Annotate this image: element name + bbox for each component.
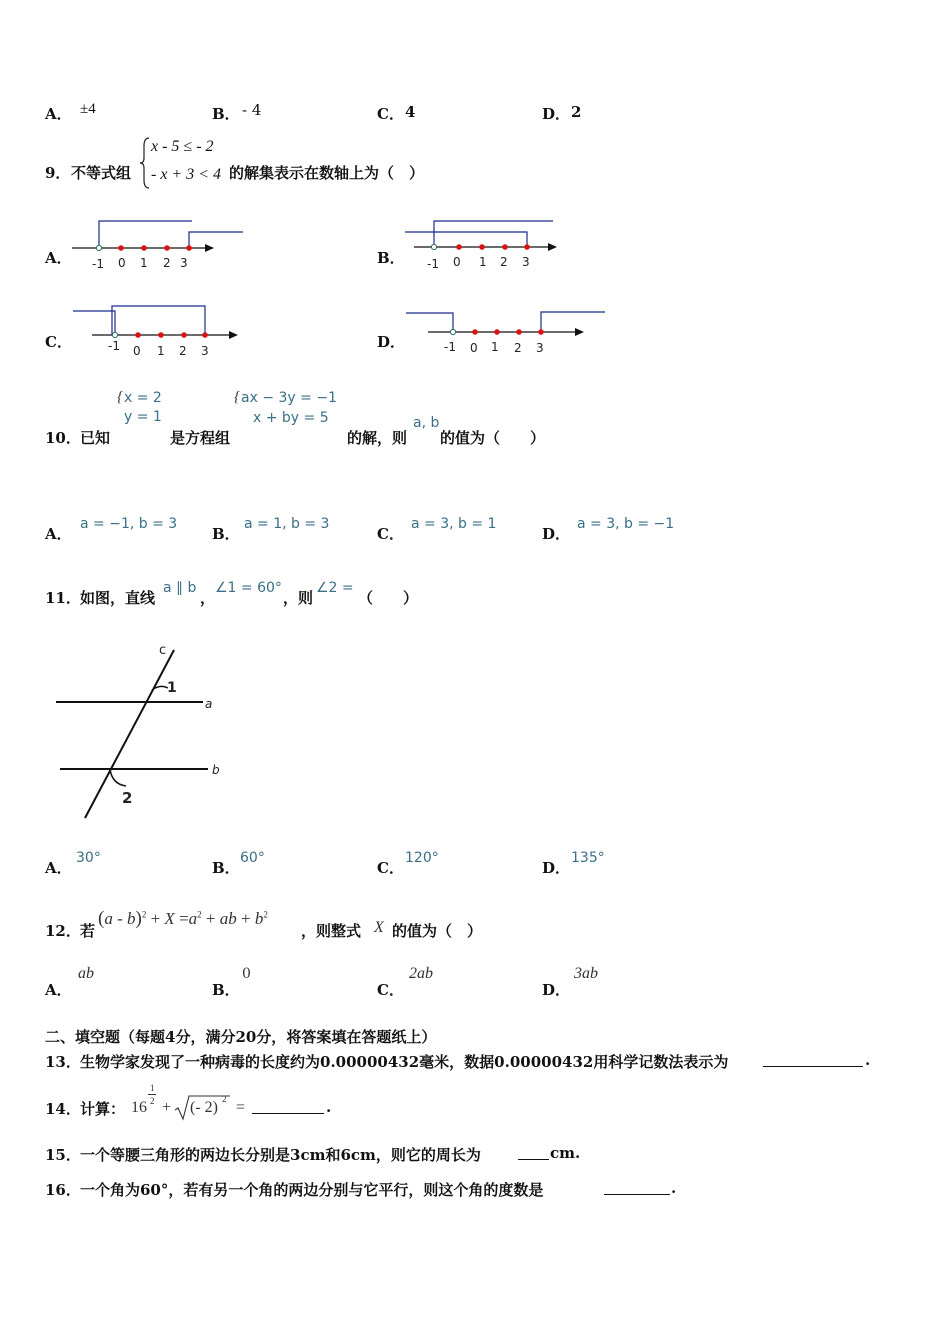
q11-option-b-text: 60° [240, 850, 265, 866]
q12-option-b-text: 0 [242, 966, 251, 982]
q11-option-a-label: A． [45, 859, 72, 877]
q12-option-c-text: 2ab [409, 965, 433, 982]
q12-option-a-label: A． [45, 981, 72, 999]
q11-suffix-1: ，则 [283, 589, 314, 607]
q12-option-a-text: ab [78, 965, 94, 982]
q14-exp-denominator: 2 [150, 1096, 155, 1106]
q12-variable: X [374, 919, 384, 936]
q11-option-c-label: C． [377, 859, 404, 877]
q8-option-c-text: 4 [405, 103, 416, 121]
q9c-tick-2: 2 [179, 344, 187, 358]
q10-system1-eq1: x = 2 [124, 390, 162, 406]
q10-prefix: 已知 [80, 429, 111, 447]
q16-text: 一个角为60°，若有另一个角的两边分别与它平行，则这个角的度数是 [80, 1181, 544, 1199]
q10-system1-brace: { [117, 389, 123, 405]
q15-text: 一个等腰三角形的两边长分别是3cm和6cm，则它的周长为 [80, 1146, 481, 1164]
q9c-tick-3: 3 [201, 344, 209, 358]
q8-option-d-label: D． [542, 105, 571, 123]
q9-prefix: 不等式组 [71, 164, 132, 182]
q9d-tick-2: 2 [514, 341, 522, 355]
q8-option-c-label: C． [377, 105, 404, 123]
q9b-tick-2: 2 [500, 255, 508, 269]
label-angle-2: 2 [122, 789, 133, 807]
q9a-tick-3: 3 [180, 256, 188, 270]
q10-option-c-label: C． [377, 525, 404, 543]
q10-option-a-label: A． [45, 525, 72, 543]
q8-option-a-text: ±4 [80, 101, 96, 117]
q11-option-d-label: D． [542, 859, 571, 877]
q12-option-c-label: C． [377, 981, 404, 999]
q9c-tick-1: 1 [157, 344, 165, 358]
q14-equals: = [236, 1099, 246, 1116]
q10-number: 10． [45, 429, 81, 447]
q11-condition-2: ∠1 = 60° [215, 580, 282, 596]
q12-option-d-label: D． [542, 981, 571, 999]
q10-system2-brace: { [234, 389, 240, 405]
q14-base: 16 [131, 1099, 147, 1116]
q10-option-c-text: a = 3, b = 1 [411, 516, 497, 532]
q15-number: 15． [45, 1146, 81, 1164]
q11-separator: ， [200, 589, 216, 607]
q13-number: 13． [45, 1053, 81, 1071]
q10-variables: a, b [413, 415, 440, 431]
q9-inequality-1: x - 5 ≤ - 2 [151, 138, 214, 155]
q8-option-a-label: A． [45, 105, 72, 123]
label-angle-1: 1 [167, 680, 177, 696]
q8-option-b-label: B． [212, 105, 240, 123]
section-2-heading: 二、填空题（每题4分，满分20分，将答案填在答题纸上） [45, 1028, 437, 1046]
q9c-tick-m1: -1 [108, 339, 120, 353]
q9a-tick-m1: -1 [92, 257, 104, 271]
q10-system1-eq2: y = 1 [124, 409, 162, 425]
q11-option-a-text: 30° [76, 850, 101, 866]
q14-answer-blank[interactable] [252, 1098, 324, 1116]
q9b-tick-1: 1 [479, 255, 487, 269]
label-c: c [159, 643, 167, 658]
q11-option-d-text: 135° [571, 850, 605, 866]
q11-prefix: 如图，直线 [80, 589, 156, 607]
q11-option-b-label: B． [212, 859, 240, 877]
q8-option-b-text: - 4 [242, 101, 262, 119]
q10-suffix-2: 的值为（ ） [440, 429, 546, 447]
q13-end: . [865, 1051, 871, 1069]
q9-option-b-label: B． [377, 249, 405, 267]
q10-system2-eq2: x + by = 5 [253, 410, 329, 426]
q9-inequality-2: - x + 3 < 4 [151, 166, 222, 183]
q16-end: . [671, 1179, 677, 1197]
q9-option-c-label: C． [45, 333, 72, 351]
q10-option-a-text: a = −1, b = 3 [80, 516, 178, 532]
q9-option-d-label: D． [377, 333, 406, 351]
q15-answer-blank[interactable] [518, 1144, 549, 1162]
q10-suffix-1: 的解，则 [347, 429, 408, 447]
q9a-tick-2: 2 [163, 256, 171, 270]
q16-number: 16． [45, 1181, 81, 1199]
q12-equation: $(a - b)^2 + X =a^2$ + ab + $b^2$ [98, 908, 268, 929]
q14-exp-bar [148, 1094, 156, 1095]
q10-option-b-text: a = 1, b = 3 [244, 516, 330, 532]
label-a: a [205, 697, 213, 711]
q9d-tick-0: 0 [470, 341, 478, 355]
q12-number: 12． [45, 922, 81, 940]
angle-2-arc [110, 769, 126, 786]
q9b-tick-0: 0 [453, 255, 461, 269]
q10-system2-eq1: ax − 3y = −1 [241, 390, 337, 406]
q9b-tick-m1: -1 [427, 257, 439, 271]
q13-answer-blank[interactable] [763, 1051, 863, 1069]
q12-suffix-1: ，则整式 [301, 922, 362, 940]
q9b-tick-3: 3 [522, 255, 530, 269]
q10-middle: 是方程组 [170, 429, 231, 447]
q9a-tick-1: 1 [140, 256, 148, 270]
q9d-tick-m1: -1 [444, 340, 456, 354]
q12-prefix: 若 [80, 922, 96, 940]
q9a-tick-0: 0 [118, 256, 126, 270]
q10-option-b-label: B． [212, 525, 240, 543]
q14-prefix: 计算： [80, 1100, 126, 1118]
q11-condition-1: a ∥ b [163, 580, 197, 596]
q14-radicand-exp: 2 [222, 1094, 227, 1104]
q9d-tick-1: 1 [491, 340, 499, 354]
q8-option-d-text: 2 [571, 103, 582, 121]
q11-option-c-text: 120° [405, 850, 439, 866]
q9-suffix: 的解集表示在数轴上为（ ） [229, 164, 425, 182]
q9c-tick-0: 0 [133, 344, 141, 358]
q10-option-d-text: a = 3, b = −1 [577, 516, 675, 532]
q11-number: 11． [45, 589, 81, 607]
q15-unit: cm. [550, 1144, 581, 1162]
q13-text: 生物学家发现了一种病毒的长度约为0.00000432毫米，数据0.00000432用科学记数法表示为 [80, 1053, 729, 1071]
q9d-tick-3: 3 [536, 341, 544, 355]
q14-radicand: (- 2) [190, 1099, 218, 1116]
q11-suffix-2: （ ） [358, 589, 419, 607]
q10-option-d-label: D． [542, 525, 571, 543]
label-b: b [212, 763, 220, 777]
q9-number: 9． [45, 164, 71, 182]
q12-option-d-text: 3ab [574, 965, 598, 982]
q12-option-b-label: B． [212, 981, 240, 999]
q14-end: . [326, 1098, 332, 1116]
q14-exp-numerator: 1 [150, 1083, 155, 1093]
q14-plus: + [162, 1099, 172, 1116]
q16-answer-blank[interactable] [604, 1179, 670, 1197]
q14-number: 14． [45, 1100, 81, 1118]
q12-suffix-2: 的值为（ ） [392, 922, 483, 940]
q11-ask: ∠2 = [316, 580, 354, 596]
q9-option-a-label: A． [45, 249, 72, 267]
